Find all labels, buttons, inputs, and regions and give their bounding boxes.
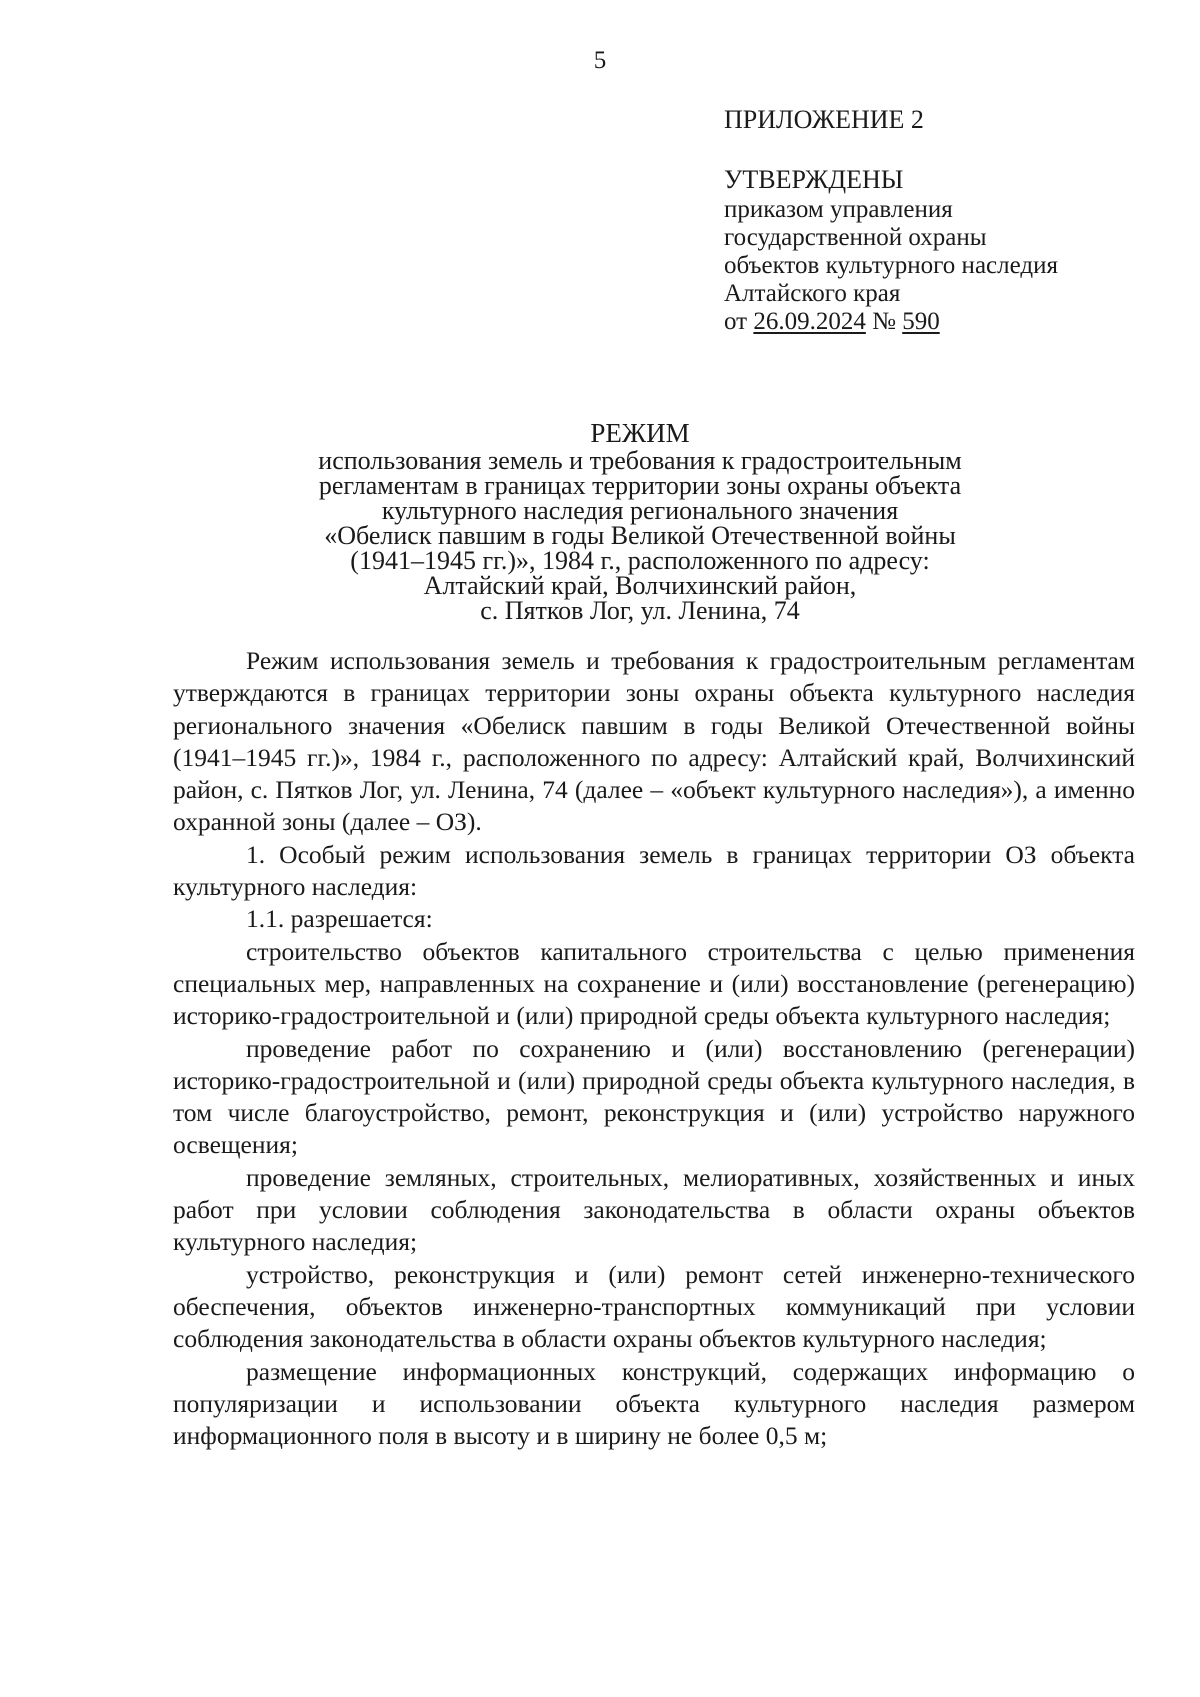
approval-line: объектов культурного наследия xyxy=(724,252,1058,279)
document-subtitle-line: Алтайский край, Волчихинский район, xyxy=(423,571,857,600)
approval-line: приказом управления xyxy=(724,196,953,223)
document-body xyxy=(173,645,1135,1452)
approval-line: государственной охраны xyxy=(724,224,987,251)
body-paragraph: проведение работ по сохранению и (или) восстановлению (регенерации) историко-градостроительной и (или) природной среды объекта культурного наследия, в том числе благоустройство, ремонт, реконструкция и (или) устройство наружного освещения; xyxy=(173,1033,1135,1160)
document-subtitle-line: (1941–1945 гг.)», 1984 г., расположенного по адресу: xyxy=(350,546,930,575)
page-number: 5 xyxy=(593,47,607,74)
body-paragraph: устройство, реконструкция и (или) ремонт сетей инженерно-технического обеспечения, объектов инженерно-транспортных коммуникаций при условии соблюдения законодательства в области охраны объектов культурного наследия; xyxy=(173,1259,1135,1354)
body-paragraph: 1. Особый режим использования земель в границах территории ОЗ объекта культурного наследия: xyxy=(173,839,1135,902)
body-paragraph: проведение земляных, строительных, мелиоративных, хозяйственных и иных работ при условии соблюдения законодательства в области охраны объектов культурного наследия; xyxy=(173,1162,1135,1257)
appendix-title: ПРИЛОЖЕНИЕ 2 xyxy=(724,105,924,134)
date-prefix: от xyxy=(724,308,748,335)
number-prefix: № xyxy=(872,308,896,335)
document-subtitle-line: регламентам в границах территории зоны охраны объекта xyxy=(318,471,962,500)
document-subtitle-line: культурного наследия регионального значения xyxy=(381,496,899,525)
body-paragraph: размещение информационных конструкций, содержащих информацию о популяризации и использовании объекта культурного наследия размером информационного поля в высоту и в ширину не более 0,5 м; xyxy=(173,1356,1135,1451)
approval-date-line xyxy=(724,308,1164,336)
order-number: 590 xyxy=(902,308,940,335)
document-title-block xyxy=(180,418,1100,623)
body-paragraph: 1.1. разрешается: xyxy=(246,904,433,934)
document-subtitle-line: «Обелиск павшим в годы Великой Отечественной войны xyxy=(324,521,956,550)
body-paragraph: Режим использования земель и требования к градостроительным регламентам утверждаются в границах территории зоны охраны объекта культурного наследия регионального значения «Обелиск павшим в годы Великой Отечественной войны (1941–1945 гг.)», 1984 г., расположенного по адресу: Алтайский край, Волчихинский район, с. Пятков Лог, ул. Ленина, 74 (далее – «объект культурного наследия»), а именно охранной зоны (далее – ОЗ). xyxy=(173,646,1135,837)
approval-block xyxy=(724,106,1164,336)
approval-line: Алтайского края xyxy=(724,280,901,307)
document-subtitle-line: использования земель и требования к градостроительным xyxy=(318,446,962,475)
document-title: РЕЖИМ xyxy=(590,418,690,448)
body-paragraph: строительство объектов капитального строительства с целью применения специальных мер, направленных на сохранение и (или) восстановление (регенерацию) историко-градостроительной и (или) природной среды объекта культурного наследия; xyxy=(173,936,1135,1031)
approved-title: УТВЕРЖДЕНЫ xyxy=(724,165,904,194)
order-date: 26.09.2024 xyxy=(753,308,866,335)
document-subtitle-line: с. Пятков Лог, ул. Ленина, 74 xyxy=(480,596,800,625)
